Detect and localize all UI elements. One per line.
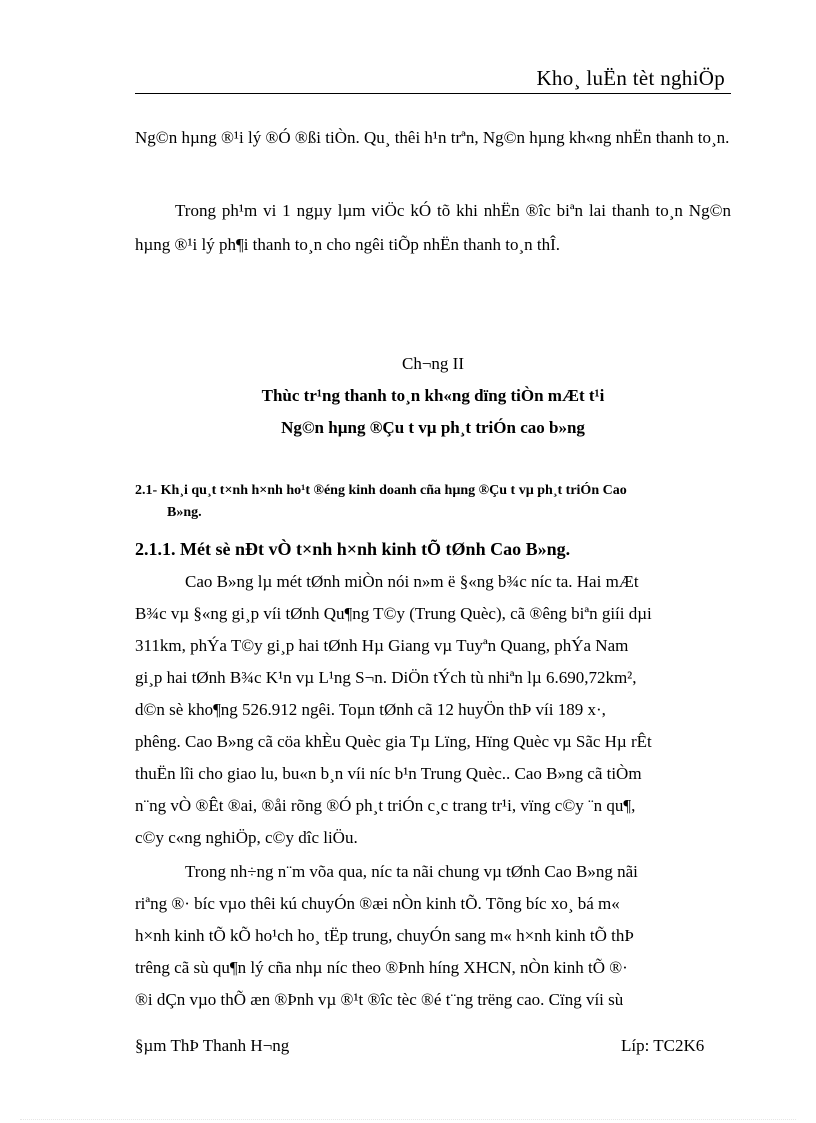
body-line: trêng cã sù qu¶n lý cña nhµ níc theo ®Þnh híng XHCN, nÒn kinh tÕ ®· [135, 958, 628, 977]
header-divider [135, 93, 731, 94]
body-line: c©y c«ng nghiÖp, c©y dîc liÖu. [135, 828, 358, 847]
body-line: ®i dÇn vµo thÕ æn ®Þnh vµ ®¹t ®îc tèc ®é t¨ng trëng cao. Cïng víi sù [135, 990, 624, 1009]
body-line: n¨ng vÒ ®Êt ®ai, ®åi rõng ®Ó ph¸t triÓn c¸c trang tr¹i, vïng c©y ¨n qu¶, [135, 796, 636, 815]
body-line: B¾c vµ §«ng gi¸p víi tØnh Qu¶ng T©y (Trung Quèc), cã ®êng biªn giíi dµi [135, 604, 652, 623]
paragraph-bank-claim [135, 121, 731, 155]
page-header-title: Kho¸ luËn tèt nghiÖp [536, 66, 725, 90]
body-line: d©n sè kho¶ng 526.912 ngêi. Toµn tØnh cã 12 huyÖn thÞ víi 189 x·, [135, 700, 606, 719]
paragraph-payment-deadline [135, 194, 731, 262]
section-heading-line: 2.1- Kh¸i qu¸t t×nh h×nh ho¹t ®éng kinh doanh cña hµng ®Çu t vµ ph¸t triÓn Cao [135, 483, 627, 498]
paragraph-text: Trong ph¹m vi 1 ngµy lµm viÖc kÓ tõ khi nhËn ®îc biªn lai thanh to¸n Ng©n hµng ®¹i lý ph¶i thanh to¸n cho ngêi tiÕp nhËn thanh to¸n thÎ. [135, 201, 731, 254]
body-line: thuËn lîi cho giao lu, bu«n b¸n víi níc b¹n Trung Quèc.. Cao B»ng cã tiÒm [135, 764, 642, 783]
paragraph-text: Ng©n hµng ®¹i lý ®Ó ®ßi tiÒn. Qu¸ thêi h¹n trªn, Ng©n hµng kh«ng nhËn thanh to¸n. [135, 128, 730, 147]
footer-class: Líp: TC2K6 [621, 1036, 705, 1055]
page-bottom-edge [20, 1119, 796, 1120]
section-2-1-1-heading: 2.1.1. Mét sè nÐt vÒ t×nh h×nh kinh tÕ tØnh Cao B»ng. [135, 539, 571, 559]
body-line: riªng ®· bíc vµo thêi kú chuyÓn ®æi nÒn kinh tÕ. Tõng bíc xo¸ bá m« [135, 894, 620, 913]
chapter-title-line-1: Thùc tr¹ng thanh to¸n kh«ng dïng tiÒn mÆt t¹i [261, 386, 605, 405]
body-line: h×nh kinh tÕ kÕ ho¹ch ho¸ tËp trung, chuyÓn sang m« h×nh kinh tÕ thÞ [135, 926, 634, 945]
body-line: gi¸p hai tØnh B¾c K¹n vµ L¹ng S¬n. DiÖn tÝch tù nhiªn lµ 6.690,72km², [135, 668, 637, 687]
section-2-1-heading [135, 480, 731, 524]
chapter-title-line-2: Ng©n hµng ®Çu t vµ ph¸t triÓn cao b»ng [281, 418, 585, 437]
body-line: Cao B»ng lµ mét tØnh miÒn nói n»m ë §«ng b¾c níc ta. Hai mÆt [185, 572, 639, 591]
body-line: Trong nh÷ng n¨m võa qua, níc ta nãi chung vµ tØnh Cao B»ng nãi [185, 862, 638, 881]
body-line: 311km, phÝa T©y gi¸p hai tØnh Hµ Giang vµ Tuyªn Quang, phÝa Nam [135, 636, 629, 655]
section-heading-line: B»ng. [167, 505, 202, 520]
footer-author: §µm ThÞ Thanh H¬ng [135, 1036, 290, 1055]
chapter-number: Ch¬ng II [402, 354, 464, 373]
body-line: phêng. Cao B»ng cã cöa khÈu Quèc gia Tµ Lïng, Hïng Quèc vµ Sãc Hµ rÊt [135, 732, 652, 751]
